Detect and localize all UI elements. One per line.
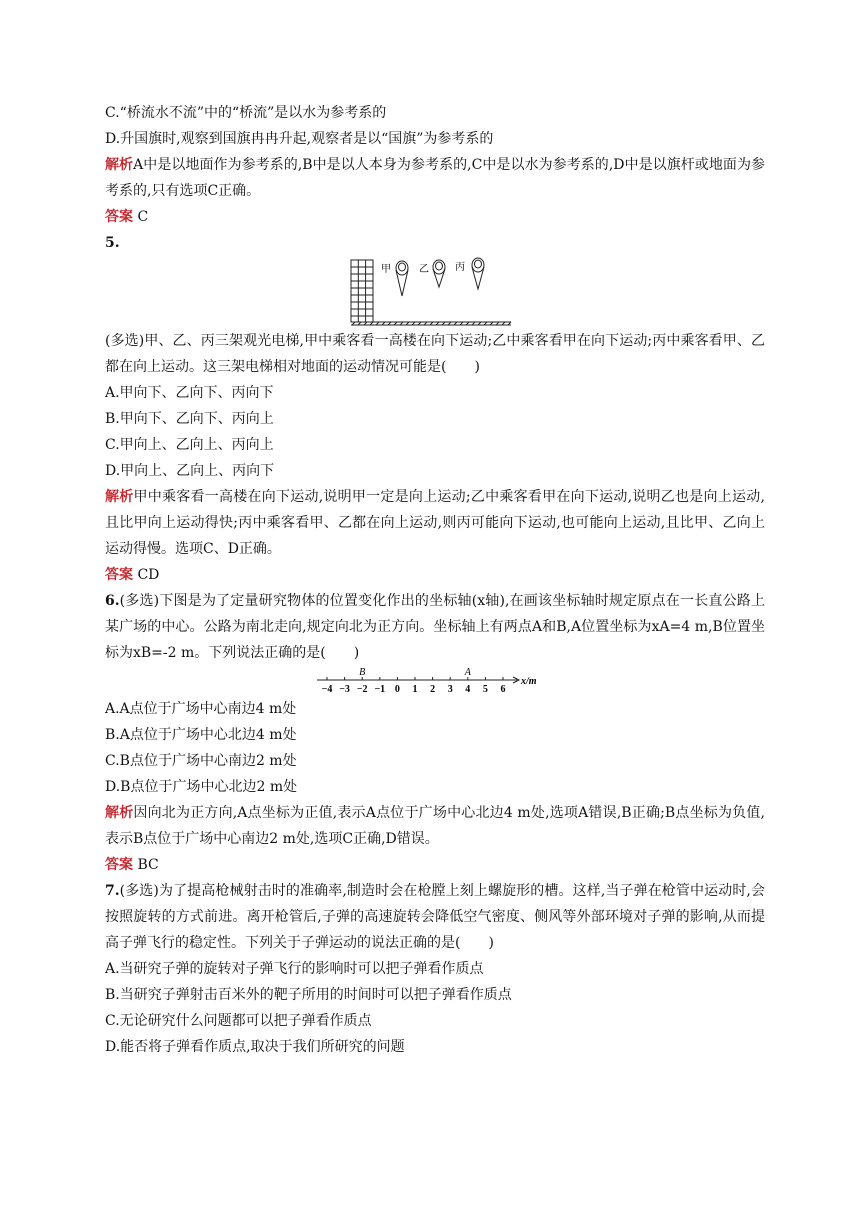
q6-stem — [105, 588, 765, 666]
q5-answer — [105, 562, 765, 588]
q5-stem: (多选)甲、乙、丙三架观光电梯,甲中乘客看一高楼在向下运动;乙中乘客看甲在向下运动;丙中乘客看甲、乙都在向上运动。这三架电梯相对地面的运动情况可能是( ) — [105, 333, 765, 375]
axis-tick-label: −2 — [356, 684, 368, 695]
q7-stem-text: (多选)为了提高枪械射击时的准确率,制造时会在枪膛上刻上螺旋形的槽。这样,当子弹在枪管中运动时,会按照旋转的方式前进。离开枪管后,子弹的高速旋转会降低空气密度、侧风等外部环境对子弹的影响,从而提高子弹飞行的稳定性。下列关于子弹运动的说法正确的是( ) — [105, 883, 765, 951]
label-yi: 乙 — [419, 264, 429, 275]
axis-tick-label: 2 — [430, 684, 436, 695]
x-axis-figure — [317, 666, 557, 696]
label-jia: 甲 — [381, 264, 391, 275]
document-page — [105, 100, 765, 1060]
q4-option-c: C.“桥流水不流”中的“桥流”是以水为参考系的 — [105, 105, 387, 121]
answer-label: 答案 — [105, 567, 133, 583]
building-icon — [351, 260, 373, 322]
q6-stem-text: (多选)下图是为了定量研究物体的位置变化作出的坐标轴(x轴),在画该坐标轴时规定原点在一长直公路上某广场的中心。公路为南北走向,规定向北为正方向。坐标轴上有两点A和B,A位置坐标为xA=4 m,B位置坐标为xB=-2 m。下列说法正确的是( ) — [105, 593, 765, 661]
q4-analysis — [105, 152, 765, 204]
q6-option-c: C.B点位于广场中心南边2 m处 — [105, 753, 297, 769]
q4-option-d: D.升国旗时,观察到国旗冉冉升起,观察者是以“国旗”为参考系的 — [105, 131, 494, 147]
analysis-label: 解析 — [105, 489, 134, 505]
axis-tick-label: −3 — [339, 684, 350, 695]
elevator-jia-icon — [396, 261, 408, 296]
q6-option-a: A.A点位于广场中心南边4 m处 — [105, 701, 297, 717]
axis-tick-label: −1 — [374, 684, 386, 695]
q6-number: 6. — [105, 593, 120, 609]
axis-tick-label: 4 — [465, 684, 471, 695]
analysis-label: 解析 — [105, 805, 134, 821]
ground-line — [351, 322, 511, 325]
axis-unit-label: x/m — [521, 676, 537, 687]
elevator-yi-icon — [433, 260, 445, 287]
q5-analysis-text: 甲中乘客看一高楼在向下运动,说明甲一定是向上运动;乙中乘客看甲在向下运动,说明乙也是向上运动,且比甲向上运动得快;丙中乘客看甲、乙都在向上运动,则丙可能向下运动,也可能向上运动,且比甲、乙向上运动得慢。选项C、D正确。 — [105, 489, 765, 557]
q6-option-b: B.A点位于广场中心北边4 m处 — [105, 727, 297, 743]
q4-analysis-text: A中是以地面作为参考系的,B中是以人本身为参考系的,C中是以水为参考系的,D中是以旗杆或地面为参考系的,只有选项C正确。 — [105, 157, 766, 199]
q5-option-c: C.甲向上、乙向上、丙向上 — [105, 437, 274, 453]
answer-label: 答案 — [105, 209, 133, 225]
q4-answer-value: C — [137, 209, 149, 225]
elevator-figure — [347, 256, 517, 328]
elevator-bing-icon — [472, 258, 484, 289]
axis-tick-label: −4 — [321, 684, 333, 695]
q7-option-b: B.当研究子弹射击百米外的靶子所用的时间时可以把子弹看作质点 — [105, 987, 512, 1003]
q6-analysis — [105, 800, 765, 852]
q7-number: 7. — [105, 883, 120, 899]
q6-answer-value: BC — [137, 857, 159, 873]
axis-tick-label: 1 — [412, 684, 418, 695]
axis-tick-label: 3 — [447, 684, 453, 695]
q7-option-c: C.无论研究什么问题都可以把子弹看作质点 — [105, 1013, 372, 1029]
q5-number: 5. — [105, 235, 120, 251]
point-a-label: A — [464, 667, 471, 678]
axis-tick-label: 6 — [500, 684, 506, 695]
q5-option-d: D.甲向上、乙向上、丙向下 — [105, 463, 275, 479]
q6-answer — [105, 852, 765, 878]
label-bing: 丙 — [455, 262, 465, 273]
q5-analysis — [105, 484, 765, 562]
analysis-label: 解析 — [105, 157, 134, 173]
q7-option-a: A.当研究子弹的旋转对子弹飞行的影响时可以把子弹看作质点 — [105, 961, 484, 977]
q6-analysis-text: 因向北为正方向,A点坐标为正值,表示A点位于广场中心北边4 m处,选项A错误,B正确;B点坐标为负值,表示B点位于广场中心南边2 m处,选项C正确,D错误。 — [105, 805, 766, 847]
q6-option-d: D.B点位于广场中心北边2 m处 — [105, 779, 298, 795]
answer-label: 答案 — [105, 857, 133, 873]
q7-stem — [105, 878, 765, 956]
axis-tick-label: 5 — [482, 684, 488, 695]
q5-answer-value: CD — [137, 567, 160, 583]
q5-option-b: B.甲向下、乙向下、丙向上 — [105, 411, 274, 427]
point-b-label: B — [359, 667, 366, 678]
q4-answer — [105, 204, 765, 230]
q5-option-a: A.甲向下、乙向下、丙向下 — [105, 385, 274, 401]
q7-option-d: D.能否将子弹看作质点,取决于我们所研究的问题 — [105, 1039, 405, 1055]
axis-tick-label: 0 — [394, 684, 400, 695]
